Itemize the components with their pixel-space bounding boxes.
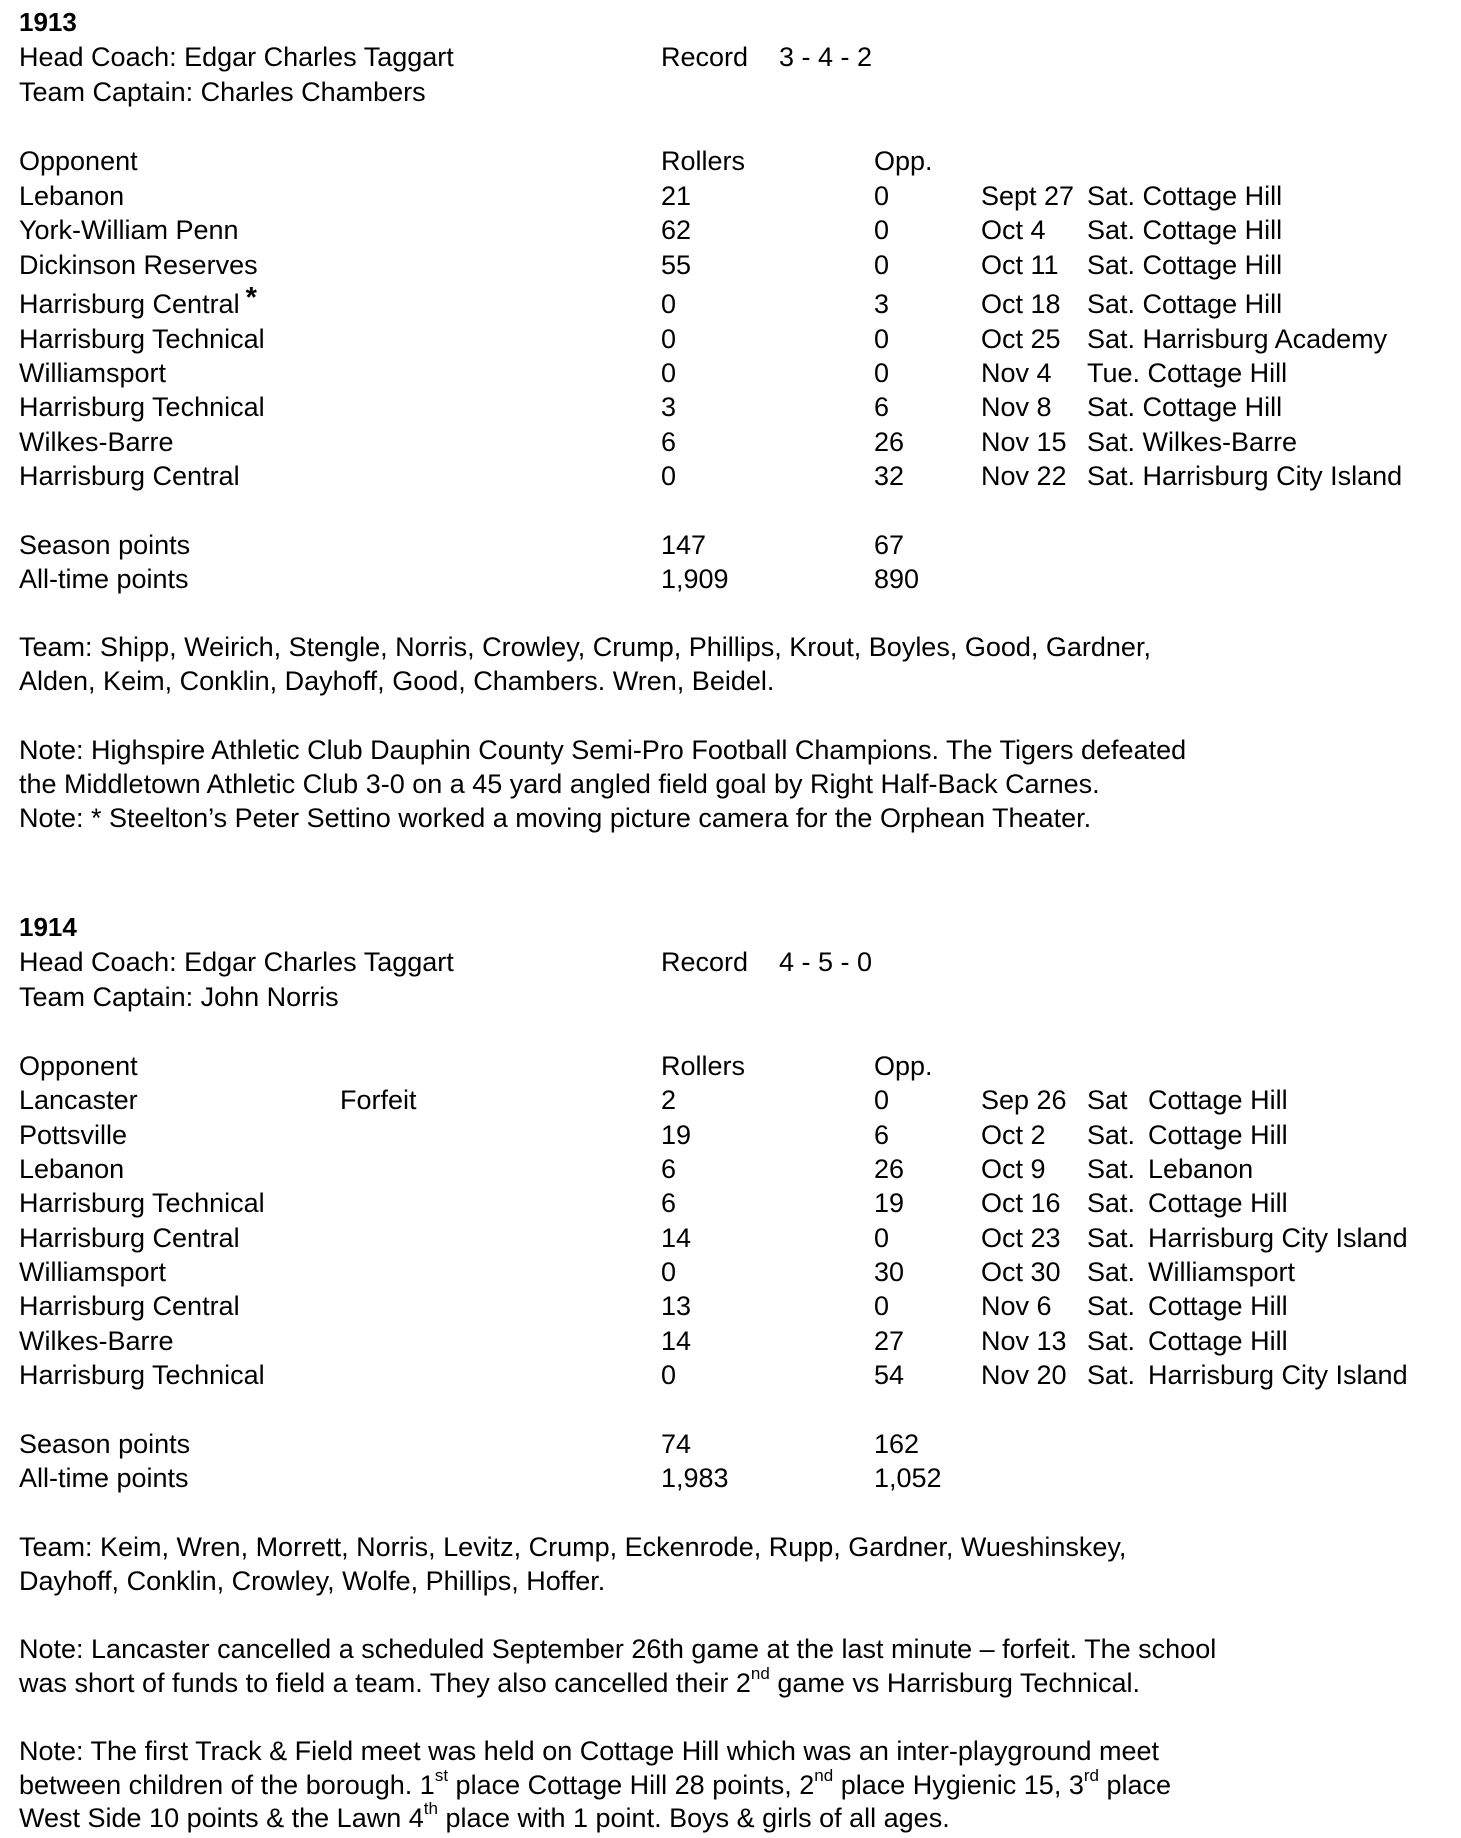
opp-score: 0 [874, 1291, 890, 1321]
note-text: place with 1 point. Boys & girls of all ages. [437, 1803, 950, 1833]
note-line [19, 1666, 1140, 1700]
game-day-location: Tue. Cottage Hill [1087, 358, 1288, 388]
game-date: Nov 15 [981, 427, 1067, 457]
game-location: Cottage Hill [1148, 1291, 1288, 1321]
opp-score: 32 [874, 461, 905, 491]
game-date: Nov 6 [981, 1291, 1052, 1321]
rollers-score: 0 [661, 358, 677, 388]
rollers-score: 62 [661, 215, 692, 245]
opp-score: 19 [874, 1188, 905, 1218]
game-location: Harrisburg City Island [1148, 1223, 1408, 1253]
opponent-name: Harrisburg Central [19, 289, 240, 319]
game-day-location: Sat. Cottage Hill [1087, 215, 1283, 245]
team-captain: Team Captain: Charles Chambers [19, 77, 426, 107]
opponent-name: Harrisburg Technical [19, 324, 265, 354]
note-text: place [1098, 1770, 1172, 1800]
game-location: Lebanon [1148, 1154, 1254, 1184]
rollers-score: 2 [661, 1085, 677, 1115]
game-location: Cottage Hill [1148, 1085, 1288, 1115]
opp-score: 3 [874, 289, 890, 319]
note-text: place Cottage Hill 28 points, 2 [448, 1770, 815, 1800]
game-day: Sat. [1087, 1360, 1136, 1390]
opponent-name: Harrisburg Central [19, 1223, 240, 1253]
head-coach: Head Coach: Edgar Charles Taggart [19, 947, 454, 977]
opp-score: 27 [874, 1326, 905, 1356]
alltime-points-rollers: 1,983 [661, 1463, 729, 1493]
header-opponent: Opponent [19, 146, 138, 176]
rollers-score: 14 [661, 1326, 692, 1356]
game-day-location: Sat. Wilkes-Barre [1087, 427, 1298, 457]
opponent-name-cell [19, 282, 257, 321]
rollers-score: 3 [661, 392, 677, 422]
team-captain: Team Captain: John Norris [19, 982, 339, 1012]
game-date: Oct 18 [981, 289, 1061, 319]
game-day: Sat. [1087, 1223, 1136, 1253]
note-line: Note: Highspire Athletic Club Dauphin County Semi-Pro Football Champions. The Tigers defeated [19, 735, 1187, 765]
team-roster-line: Alden, Keim, Conklin, Dayhoff, Good, Chambers. Wren, Beidel. [19, 666, 775, 696]
opponent-name: Pottsville [19, 1120, 128, 1150]
season-points-label: Season points [19, 1429, 191, 1459]
opponent-name: Lebanon [19, 181, 125, 211]
rollers-score: 14 [661, 1223, 692, 1253]
rollers-score: 0 [661, 324, 677, 354]
opp-score: 0 [874, 324, 890, 354]
game-date: Sep 26 [981, 1085, 1067, 1115]
opp-score: 6 [874, 1120, 890, 1150]
game-day: Sat. [1087, 1326, 1136, 1356]
game-day: Sat. [1087, 1188, 1136, 1218]
note-line: Note: * Steelton’s Peter Settino worked a moving picture camera for the Orphean Theater. [19, 803, 1092, 833]
game-location: Cottage Hill [1148, 1120, 1288, 1150]
season-points-rollers: 147 [661, 530, 707, 560]
game-day-location: Sat. Harrisburg City Island [1087, 461, 1403, 491]
opponent-name: Harrisburg Technical [19, 392, 265, 422]
note-text: between children of the borough. 1 [19, 1770, 435, 1800]
game-date: Oct 9 [981, 1154, 1046, 1184]
ordinal-suffix: rd [1083, 1766, 1099, 1785]
ordinal-suffix: nd [814, 1766, 834, 1785]
opp-score: 0 [874, 358, 890, 388]
game-day-location: Sat. Cottage Hill [1087, 289, 1283, 319]
game-date: Nov 13 [981, 1326, 1067, 1356]
opp-score: 54 [874, 1360, 905, 1390]
opp-score: 0 [874, 181, 890, 211]
game-date: Nov 4 [981, 358, 1052, 388]
rollers-score: 19 [661, 1120, 692, 1150]
record-label: Record [661, 947, 749, 977]
note-text: game vs Harrisburg Technical. [769, 1668, 1140, 1698]
rollers-score: 55 [661, 250, 692, 280]
record-value: 4 - 5 - 0 [779, 947, 873, 977]
game-date: Oct 2 [981, 1120, 1046, 1150]
game-date: Oct 25 [981, 324, 1061, 354]
season-year: 1913 [19, 7, 77, 37]
rollers-score: 13 [661, 1291, 692, 1321]
opponent-name: Wilkes-Barre [19, 427, 174, 457]
note-text: place Hygienic 15, 3 [833, 1770, 1084, 1800]
alltime-points-opp: 890 [874, 564, 920, 594]
note-line: the Middletown Athletic Club 3-0 on a 45 yard angled field goal by Right Half-Back Carnes. [19, 769, 1100, 799]
rollers-score: 0 [661, 461, 677, 491]
team-roster-line: Team: Shipp, Weirich, Stengle, Norris, Crowley, Crump, Phillips, Krout, Boyles, Good, Gardner, [19, 632, 1151, 662]
game-day-location: Sat. Cottage Hill [1087, 250, 1283, 280]
season-points-label: Season points [19, 530, 191, 560]
game-date: Oct 23 [981, 1223, 1061, 1253]
record-label: Record [661, 42, 749, 72]
alltime-points-rollers: 1,909 [661, 564, 729, 594]
season-points-rollers: 74 [661, 1429, 692, 1459]
opp-score: 26 [874, 1154, 905, 1184]
game-location: Cottage Hill [1148, 1188, 1288, 1218]
rollers-score: 0 [661, 1257, 677, 1287]
opp-score: 26 [874, 427, 905, 457]
season-points-opp: 67 [874, 530, 905, 560]
note-line [19, 1801, 950, 1835]
rollers-score: 0 [661, 1360, 677, 1390]
opponent-name: Harrisburg Central [19, 461, 240, 491]
note-text: was short of funds to field a team. They also cancelled their 2 [19, 1668, 751, 1698]
game-date: Nov 20 [981, 1360, 1067, 1390]
header-rollers: Rollers [661, 1051, 746, 1081]
note-line: Note: The first Track & Field meet was held on Cottage Hill which was an inter-playground meet [19, 1736, 1160, 1766]
ordinal-suffix: nd [750, 1664, 770, 1683]
ordinal-suffix: st [434, 1766, 449, 1785]
note-line [19, 1768, 1171, 1802]
rollers-score: 6 [661, 1154, 677, 1184]
opp-score: 30 [874, 1257, 905, 1287]
forfeit-label: Forfeit [340, 1085, 417, 1115]
game-date: Nov 22 [981, 461, 1067, 491]
opponent-name: Lancaster [19, 1085, 138, 1115]
opponent-name: Williamsport [19, 358, 167, 388]
season-points-opp: 162 [874, 1429, 920, 1459]
game-day-location: Sat. Cottage Hill [1087, 181, 1283, 211]
game-location: Harrisburg City Island [1148, 1360, 1408, 1390]
game-day-location: Sat. Harrisburg Academy [1087, 324, 1388, 354]
game-location: Williamsport [1148, 1257, 1296, 1287]
footnote-asterisk: * [245, 282, 257, 314]
opp-score: 0 [874, 250, 890, 280]
team-roster-line: Dayhoff, Conklin, Crowley, Wolfe, Phillips, Hoffer. [19, 1566, 606, 1596]
opponent-name: Dickinson Reserves [19, 250, 258, 280]
opponent-name: York-William Penn [19, 215, 239, 245]
opponent-name: Harrisburg Technical [19, 1360, 265, 1390]
record-value: 3 - 4 - 2 [779, 42, 873, 72]
opponent-name: Harrisburg Technical [19, 1188, 265, 1218]
header-opponent: Opponent [19, 1051, 138, 1081]
rollers-score: 21 [661, 181, 692, 211]
game-day: Sat [1087, 1085, 1128, 1115]
note-text: West Side 10 points & the Lawn 4 [19, 1803, 424, 1833]
game-date: Oct 4 [981, 215, 1046, 245]
opp-score: 0 [874, 215, 890, 245]
opp-score: 0 [874, 1223, 890, 1253]
opp-score: 6 [874, 392, 890, 422]
game-day: Sat. [1087, 1120, 1136, 1150]
game-day-location: Sat. Cottage Hill [1087, 392, 1283, 422]
header-opp: Opp. [874, 146, 933, 176]
game-location: Cottage Hill [1148, 1326, 1288, 1356]
rollers-score: 6 [661, 427, 677, 457]
opponent-name: Wilkes-Barre [19, 1326, 174, 1356]
game-day: Sat. [1087, 1257, 1136, 1287]
opponent-name: Harrisburg Central [19, 1291, 240, 1321]
note-line: Note: Lancaster cancelled a scheduled September 26th game at the last minute – forfeit. The school [19, 1634, 1217, 1664]
game-date: Nov 8 [981, 392, 1052, 422]
game-day: Sat. [1087, 1154, 1136, 1184]
team-roster-line: Team: Keim, Wren, Morrett, Norris, Levitz, Crump, Eckenrode, Rupp, Gardner, Wueshinskey, [19, 1532, 1127, 1562]
alltime-points-label: All-time points [19, 1463, 189, 1493]
game-date: Oct 30 [981, 1257, 1061, 1287]
season-year: 1914 [19, 912, 77, 942]
opp-score: 0 [874, 1085, 890, 1115]
game-date: Sept 27 [981, 181, 1075, 211]
header-rollers: Rollers [661, 146, 746, 176]
opponent-name: Lebanon [19, 1154, 125, 1184]
rollers-score: 6 [661, 1188, 677, 1218]
game-date: Oct 16 [981, 1188, 1061, 1218]
opponent-name: Williamsport [19, 1257, 167, 1287]
game-date: Oct 11 [981, 250, 1059, 280]
alltime-points-label: All-time points [19, 564, 189, 594]
game-day: Sat. [1087, 1291, 1136, 1321]
ordinal-suffix: th [423, 1799, 438, 1818]
rollers-score: 0 [661, 289, 677, 319]
alltime-points-opp: 1,052 [874, 1463, 942, 1493]
head-coach: Head Coach: Edgar Charles Taggart [19, 42, 454, 72]
header-opp: Opp. [874, 1051, 933, 1081]
